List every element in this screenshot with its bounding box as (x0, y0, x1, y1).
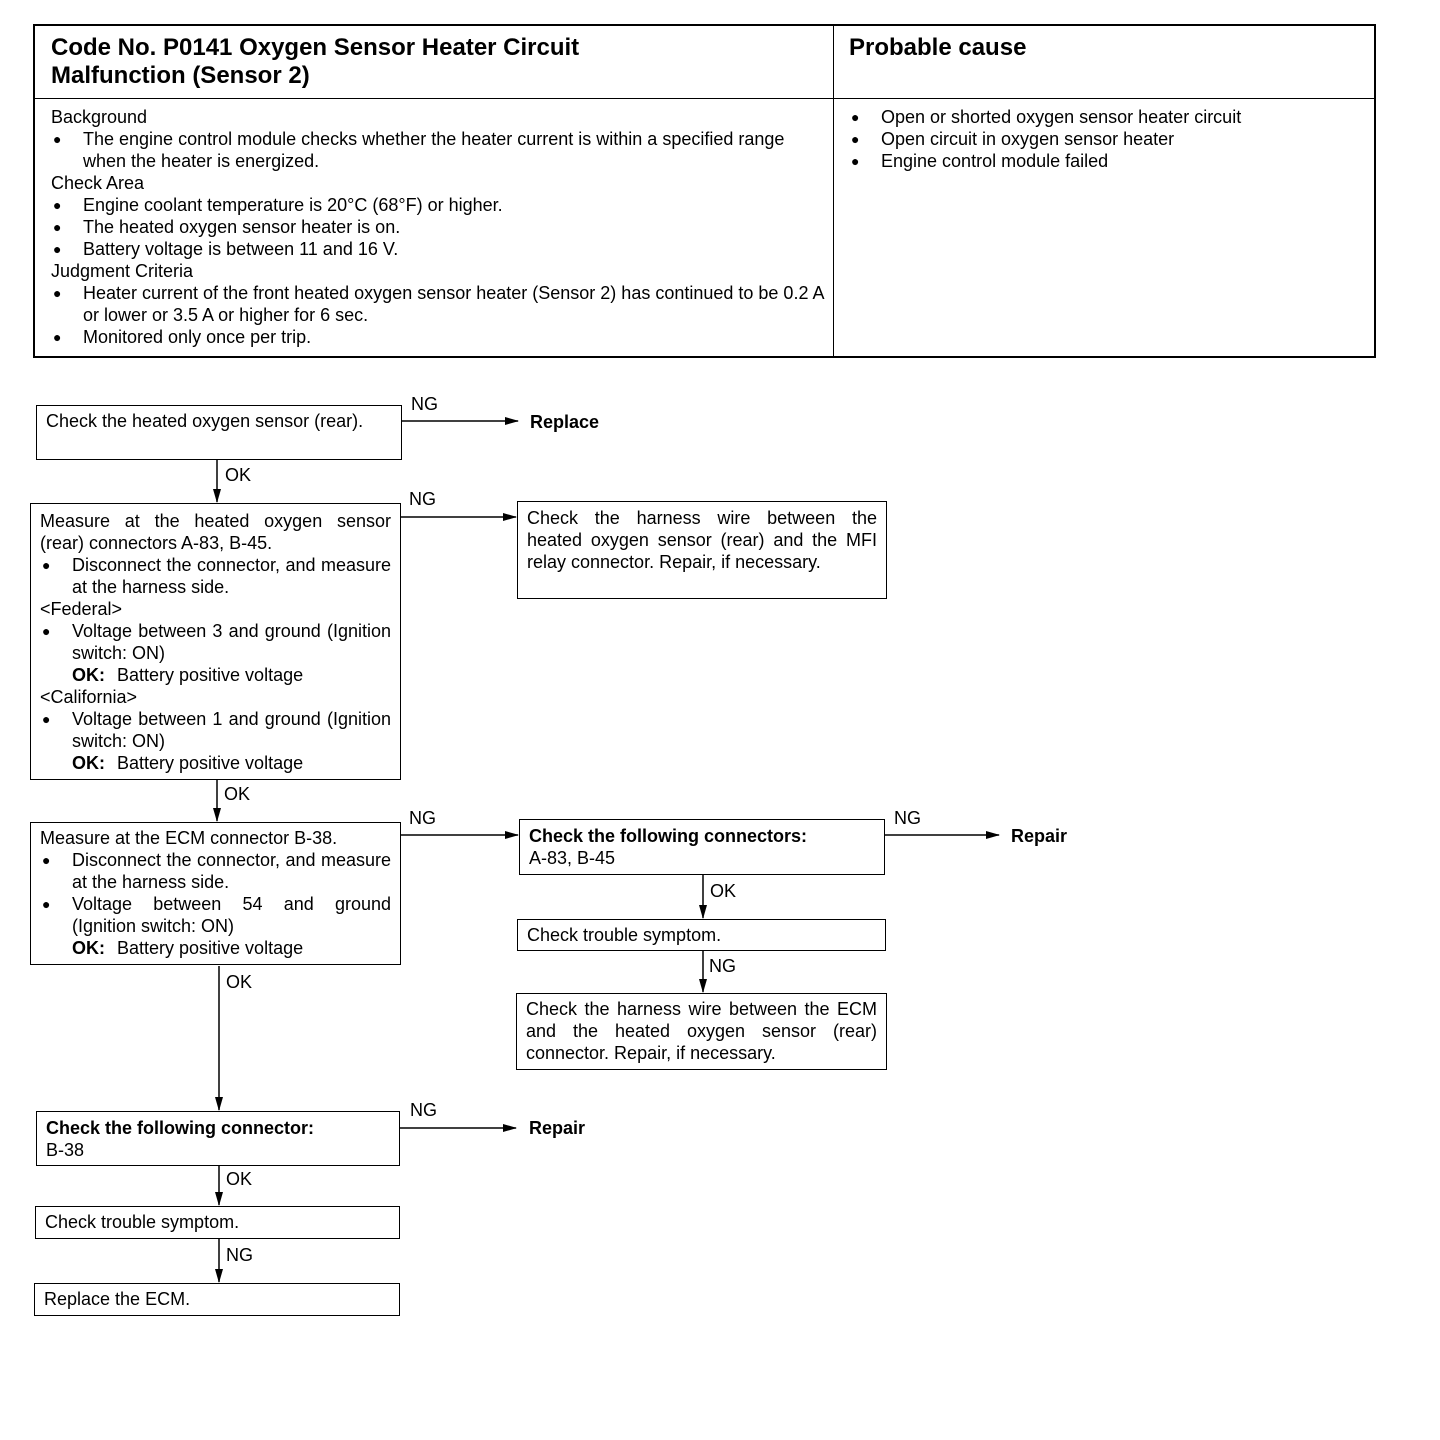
connectors-check-box: Check the following connectors: A-83, B-45 (519, 819, 885, 875)
step2-bullet: ● Disconnect the connector, and measure at the harness side. (40, 554, 391, 598)
check-area-item: ● The heated oxygen sensor heater is on. (51, 216, 829, 238)
code-title: Code No. P0141 Oxygen Sensor Heater Circuit Malfunction (Sensor 2) (51, 34, 580, 89)
step3-box (30, 822, 401, 965)
probable-cause-block (849, 106, 1369, 172)
step4-ok-label: OK (226, 1169, 253, 1189)
california-label: <California> (40, 687, 138, 707)
step3-bullet: ● Voltage between 54 and ground (Ignition switch: ON) (40, 893, 391, 937)
step1-ok-label: OK (225, 465, 252, 485)
step1-ng-label: NG (411, 394, 438, 414)
ecm-harness-box: Check the harness wire between the ECM and the heated oxygen sensor (rear) connector. Repair, if necessary. (516, 993, 887, 1070)
description-block (51, 106, 829, 348)
probable-cause-item: ● Engine control module failed (849, 150, 1369, 172)
step2-intro: Measure at the heated oxygen sensor (rear) connectors A-83, B-45. (40, 511, 391, 553)
step2-ok-criterion: OK: Battery positive voltage (72, 753, 304, 773)
step5-ng-label: NG (226, 1245, 253, 1265)
judgment-item: ● Monitored only once per trip. (51, 326, 829, 348)
step3-bullet: ● Disconnect the connector, and measure at the harness side. (40, 849, 391, 893)
diagnosis-header-table (33, 24, 1376, 358)
step1-box: Check the heated oxygen sensor (rear). (36, 405, 402, 460)
step3-ng-label: NG (409, 808, 436, 828)
check-area-label: Check Area (51, 173, 145, 193)
check-area-list (51, 194, 829, 260)
step2-box (30, 503, 401, 780)
step1-result: Replace (530, 412, 600, 432)
trouble-ng-label: NG (709, 956, 736, 976)
step3-intro: Measure at the ECM connector B-38. (40, 828, 338, 848)
step5-box: Check trouble symptom. (35, 1206, 400, 1239)
background-label: Background (51, 107, 148, 127)
step2-ng-box: Check the harness wire between the heated oxygen sensor (rear) and the MFI relay connector. Repair, if necessary. (517, 501, 887, 599)
step4-ng-label: NG (410, 1100, 437, 1120)
judgment-list (51, 282, 829, 348)
probable-cause-list (849, 106, 1369, 172)
background-list (51, 128, 829, 172)
step2-bullet: ● Voltage between 3 and ground (Ignition switch: ON) (40, 620, 391, 664)
trouble-symptom-box-right: Check trouble symptom. (517, 919, 886, 951)
step2-bullet: ● Voltage between 1 and ground (Ignition switch: ON) (40, 708, 391, 752)
probable-cause-item: ● Open circuit in oxygen sensor heater (849, 128, 1369, 150)
probable-cause-item: ● Open or shorted oxygen sensor heater circuit (849, 106, 1369, 128)
connectors-ng-label: NG (894, 808, 921, 828)
step2-ng-label: NG (409, 489, 436, 509)
row-divider (35, 98, 1374, 99)
step2-ok-label: OK (224, 784, 251, 804)
connectors-result: Repair (1011, 826, 1068, 846)
connectors-ok-label: OK (710, 881, 737, 901)
background-item: ● The engine control module checks whether the heater current is within a specified range when the heater is energized. (51, 128, 829, 172)
federal-label: <Federal> (40, 599, 123, 619)
step2-ok-criterion: OK: Battery positive voltage (72, 665, 304, 685)
step3-ok-label: OK (226, 972, 253, 992)
check-area-item: ● Battery voltage is between 11 and 16 V. (51, 238, 829, 260)
step6-box: Replace the ECM. (34, 1283, 400, 1316)
probable-cause-title: Probable cause (849, 34, 1027, 61)
check-area-item: ● Engine coolant temperature is 20°C (68°F) or higher. (51, 194, 829, 216)
step3-ok-criterion: OK: Battery positive voltage (72, 938, 304, 958)
judgment-item: ● Heater current of the front heated oxygen sensor heater (Sensor 2) has continued to be 0.2 A or lower or 3.5 A or higher for 6 sec. (51, 282, 829, 326)
step4-box: Check the following connector: B-38 (36, 1111, 400, 1166)
judgment-criteria-label: Judgment Criteria (51, 261, 194, 281)
column-divider (833, 26, 834, 356)
step4-result: Repair (529, 1118, 586, 1138)
